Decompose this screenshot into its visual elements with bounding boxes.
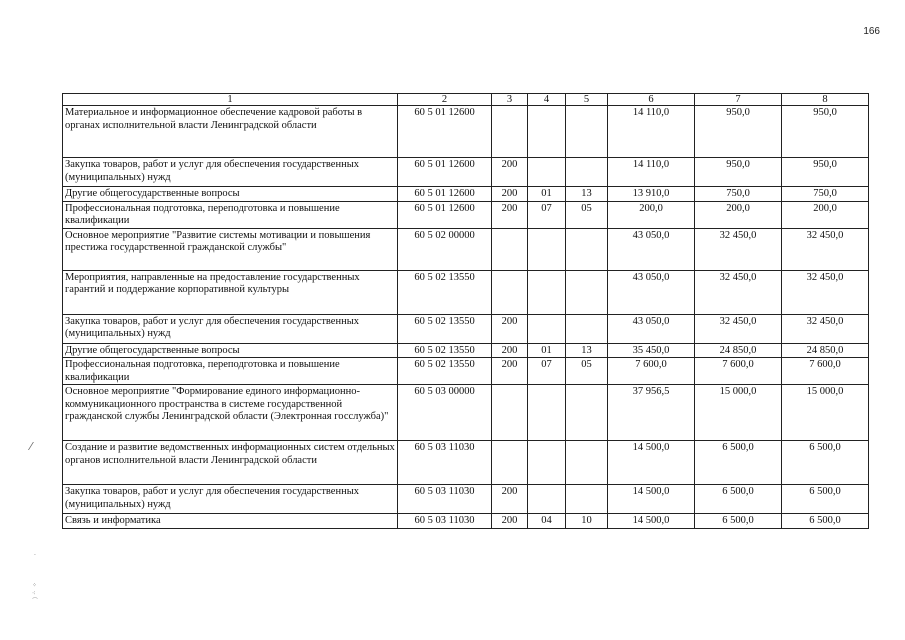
row-code-cell: 60 5 03 11030 [398,441,492,485]
table-row [63,385,869,441]
row-subsection-cell [566,441,608,485]
page-number: 166 [863,26,880,37]
row-subsection-cell [566,314,608,343]
table-row [63,106,869,158]
row-value-cell: 32 450,0 [695,228,782,270]
row-code-cell: 60 5 03 11030 [398,514,492,529]
row-value-cell: 32 450,0 [782,270,869,314]
row-name-cell: Создание и развитие ведомственных информационных систем отдельных органов исполнительной власти Ленинградской области [63,441,398,485]
row-subsection-cell: 10 [566,514,608,529]
row-vr-cell [492,385,528,441]
row-value-cell: 15 000,0 [695,385,782,441]
row-name-cell: Основное мероприятие "Формирование единого информационно-коммуникационного пространства в системе государственной гражданской службы Ленинградской области (Электронная госслужба)" [63,385,398,441]
row-value-cell: 14 500,0 [608,514,695,529]
row-vr-cell: 200 [492,485,528,514]
row-section-cell: 01 [528,187,566,202]
row-name-cell: Закупка товаров, работ и услуг для обеспечения государственных (муниципальных) нужд [63,485,398,514]
row-value-cell: 7 600,0 [782,358,869,385]
table-row [63,228,869,270]
row-value-cell: 14 110,0 [608,158,695,187]
row-vr-cell: 200 [492,343,528,358]
row-name-cell: Профессиональная подготовка, переподготовка и повышение квалификации [63,201,398,228]
row-value-cell: 37 956,5 [608,385,695,441]
row-vr-cell [492,228,528,270]
row-vr-cell: 200 [492,187,528,202]
row-value-cell: 950,0 [782,106,869,158]
column-number: 8 [782,94,869,106]
column-number-row [63,94,869,106]
row-vr-cell: 200 [492,158,528,187]
table-row [63,441,869,485]
row-vr-cell: 200 [492,201,528,228]
table-row [63,358,869,385]
table-row [63,343,869,358]
row-name-cell: Материальное и информационное обеспечение кадровой работы в органах исполнительной власти Ленинградской области [63,106,398,158]
row-value-cell: 6 500,0 [782,441,869,485]
row-code-cell: 60 5 03 00000 [398,385,492,441]
row-value-cell: 35 450,0 [608,343,695,358]
row-code-cell: 60 5 02 13550 [398,358,492,385]
row-vr-cell [492,441,528,485]
row-value-cell: 6 500,0 [782,514,869,529]
column-number: 7 [695,94,782,106]
row-subsection-cell: 13 [566,187,608,202]
row-code-cell: 60 5 01 12600 [398,201,492,228]
row-value-cell: 7 600,0 [608,358,695,385]
row-value-cell: 43 050,0 [608,314,695,343]
row-vr-cell [492,270,528,314]
row-value-cell: 32 450,0 [695,314,782,343]
row-section-cell: 01 [528,343,566,358]
row-subsection-cell [566,158,608,187]
row-section-cell [528,441,566,485]
row-code-cell: 60 5 02 13550 [398,343,492,358]
row-subsection-cell [566,385,608,441]
row-code-cell: 60 5 01 12600 [398,106,492,158]
row-value-cell: 32 450,0 [782,314,869,343]
row-code-cell: 60 5 01 12600 [398,187,492,202]
row-subsection-cell: 13 [566,343,608,358]
row-value-cell: 24 850,0 [695,343,782,358]
row-name-cell: Профессиональная подготовка, переподготовка и повышение квалификации [63,358,398,385]
row-value-cell: 43 050,0 [608,228,695,270]
row-value-cell: 15 000,0 [782,385,869,441]
row-name-cell: Связь и информатика [63,514,398,529]
column-number: 1 [63,94,398,106]
row-value-cell: 32 450,0 [695,270,782,314]
row-code-cell: 60 5 03 11030 [398,485,492,514]
row-value-cell: 6 500,0 [782,485,869,514]
column-number: 3 [492,94,528,106]
row-name-cell: Другие общегосударственные вопросы [63,187,398,202]
row-code-cell: 60 5 01 12600 [398,158,492,187]
row-section-cell [528,228,566,270]
row-value-cell: 950,0 [695,106,782,158]
row-code-cell: 60 5 02 00000 [398,228,492,270]
row-value-cell: 200,0 [782,201,869,228]
row-code-cell: 60 5 02 13550 [398,314,492,343]
margin-pencil-mark: ⁄ [30,440,32,453]
row-value-cell: 200,0 [695,201,782,228]
margin-scan-artifact: ⁘ ⁖ ⌒ [32,582,39,605]
row-subsection-cell [566,106,608,158]
table-body [63,94,869,529]
row-value-cell: 750,0 [695,187,782,202]
table-row [63,485,869,514]
row-name-cell: Мероприятия, направленные на предоставление государственных гарантий и поддержание корпоративной культуры [63,270,398,314]
row-value-cell: 7 600,0 [695,358,782,385]
column-number: 4 [528,94,566,106]
row-name-cell: Закупка товаров, работ и услуг для обеспечения государственных (муниципальных) нужд [63,314,398,343]
row-name-cell: Основное мероприятие "Развитие системы мотивации и повышения престижа государственной гражданской службы" [63,228,398,270]
column-number: 2 [398,94,492,106]
row-subsection-cell [566,270,608,314]
row-vr-cell: 200 [492,358,528,385]
margin-speck-mark: · [34,552,36,559]
row-vr-cell: 200 [492,314,528,343]
row-section-cell [528,158,566,187]
row-subsection-cell: 05 [566,201,608,228]
row-value-cell: 950,0 [695,158,782,187]
row-section-cell: 04 [528,514,566,529]
column-number: 5 [566,94,608,106]
row-section-cell [528,270,566,314]
row-section-cell [528,106,566,158]
row-code-cell: 60 5 02 13550 [398,270,492,314]
row-name-cell: Другие общегосударственные вопросы [63,343,398,358]
row-value-cell: 32 450,0 [782,228,869,270]
table-row [63,201,869,228]
row-subsection-cell [566,228,608,270]
row-section-cell [528,485,566,514]
row-value-cell: 13 910,0 [608,187,695,202]
row-value-cell: 43 050,0 [608,270,695,314]
row-section-cell: 07 [528,358,566,385]
column-number: 6 [608,94,695,106]
row-vr-cell [492,106,528,158]
row-section-cell [528,314,566,343]
row-value-cell: 6 500,0 [695,485,782,514]
row-value-cell: 6 500,0 [695,441,782,485]
table-row [63,187,869,202]
row-value-cell: 14 500,0 [608,485,695,514]
row-value-cell: 950,0 [782,158,869,187]
row-subsection-cell: 05 [566,358,608,385]
row-section-cell: 07 [528,201,566,228]
row-section-cell [528,385,566,441]
row-subsection-cell [566,485,608,514]
table-row [63,314,869,343]
row-value-cell: 14 500,0 [608,441,695,485]
budget-table [62,93,869,529]
row-value-cell: 750,0 [782,187,869,202]
row-name-cell: Закупка товаров, работ и услуг для обеспечения государственных (муниципальных) нужд [63,158,398,187]
row-value-cell: 24 850,0 [782,343,869,358]
table-row [63,158,869,187]
row-value-cell: 14 110,0 [608,106,695,158]
row-value-cell: 6 500,0 [695,514,782,529]
row-vr-cell: 200 [492,514,528,529]
table-row [63,514,869,529]
table-row [63,270,869,314]
row-value-cell: 200,0 [608,201,695,228]
